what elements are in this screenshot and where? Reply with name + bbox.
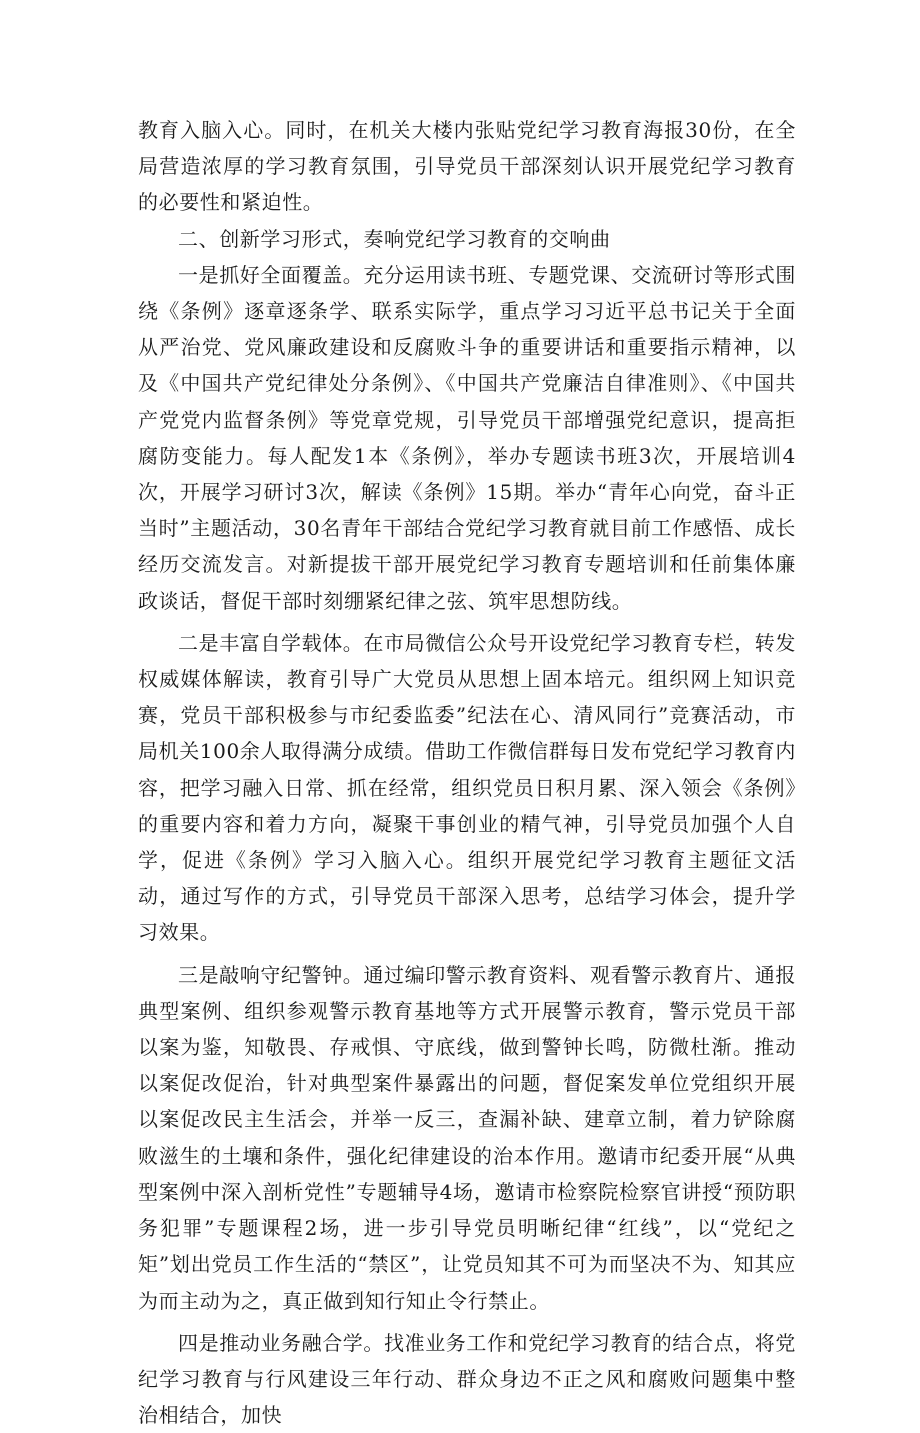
section-heading: 二、创新学习形式，奏响党纪学习教育的交响曲: [178, 226, 611, 251]
paragraph-continuation: 教育入脑入心。同时，在机关大楼内张贴党纪学习教育海报30份，在全局营造浓厚的学习教育氛围，引导党员干部深刻认识开展党纪学习教育的必要性和紧迫性。: [138, 118, 796, 215]
paragraph-business-integration: 四是推动业务融合学。找准业务工作和党纪学习教育的结合点，将党纪学习教育与行风建设三年行动、群众身边不正之风和腐败问题集中整治相结合，加快: [138, 1330, 796, 1428]
paragraph-self-study: 二是丰富自学载体。在市局微信公众号开设党纪学习教育专栏，转发权威媒体解读，教育引导广大党员从思想上固本培元。组织网上知识竞赛，党员干部积极参与市纪委监委”纪法在心、清风同行”竞赛活动，市局机关100余人取得满分成绩。借助工作微信群每日发布党纪学习教育内容，把学习融入日常、抓在经常，组织党员日积月累、深入领会《条例》的重要内容和着力方向，凝聚干事创业的精气神，引导党员加强个人自学，促进《条例》学习入脑入心。组织开展党纪学习教育主题征文活动，通过写作的方式，引导党员干部深入思考，总结学习体会，提升学习效果。: [138, 630, 796, 945]
paragraph-warning-education: 三是敲响守纪警钟。通过编印警示教育资料、观看警示教育片、通报典型案例、组织参观警示教育基地等方式开展警示教育，警示党员干部以案为鉴，知敬畏、存戒惧、守底线，做到警钟长鸣，防微杜渐。推动以案促改促治，针对典型案件暴露出的问题，督促案发单位党组织开展以案促改民主生活会，并举一反三，查漏补缺、建章立制，着力铲除腐败滋生的土壤和条件，强化纪律建设的治本作用。邀请市纪委开展“从典型案例中深入剖析党性”专题辅导4场，邀请市检察院检察官讲授“预防职务犯罪”专题课程2场，进一步引导党员明晰纪律“红线”，以“党纪之矩”划出党员工作生活的“禁区”，让党员知其不可为而坚决不为、知其应为而主动为之，真正做到知行知止令行禁止。: [138, 962, 796, 1313]
paragraph-full-coverage: 一是抓好全面覆盖。充分运用读书班、专题党课、交流研讨等形式围绕《条例》逐章逐条学、联系实际学，重点学习习近平总书记关于全面从严治党、党风廉政建设和反腐败斗争的重要讲话和重要指示精神，以及《中国共产党纪律处分条例》、《中国共产党廉洁自律准则》、《中国共产党党内监督条例》等党章党规，引导党员干部增强党纪意识，提高拒腐防变能力。每人配发1本《条例》，举办专题读书班3次，开展培训4次，开展学习研讨3次，解读《条例》15期。举办“青年心向党，奋斗正当时”主题活动，30名青年干部结合党纪学习教育就目前工作感悟、成长经历交流发言。对新提拔干部开展党纪学习教育专题培训和任前集体廉政谈话，督促干部时刻绷紧纪律之弦、筑牢思想防线。: [138, 262, 796, 613]
